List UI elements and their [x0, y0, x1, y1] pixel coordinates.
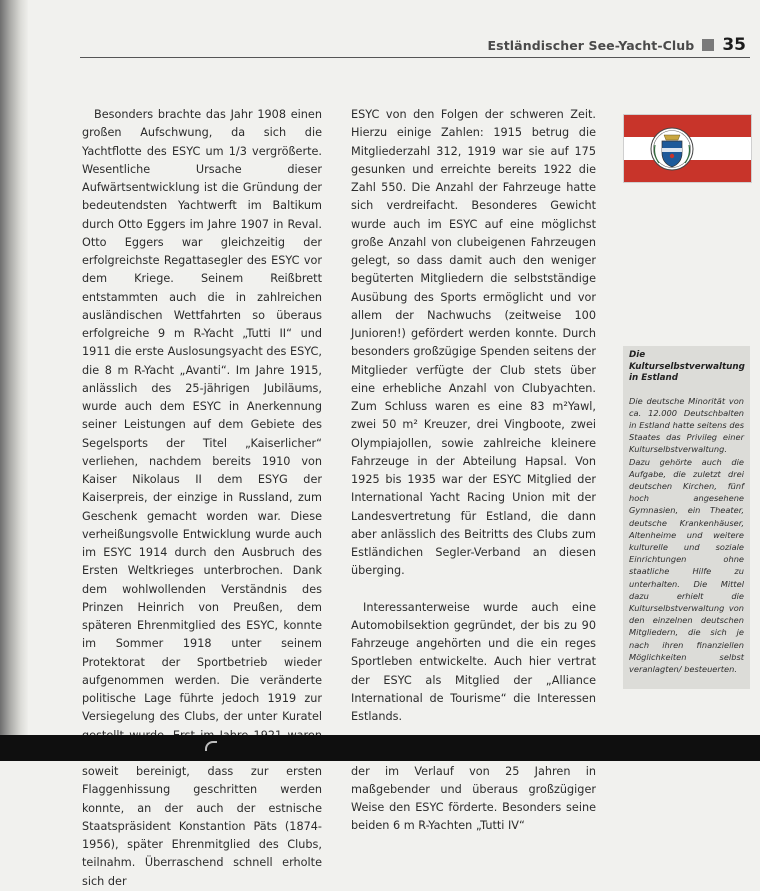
paragraph: der im Verlauf von 25 Jahren in maßgebender und überaus großzügiger Weise den ESYC förderte. Besonders seine beiden 6 m R-Yachten „Tutti IV“: [351, 764, 596, 833]
header-rule: [80, 57, 750, 58]
page-number: 35: [722, 35, 746, 55]
text-column-right: [351, 106, 596, 836]
header-square-icon: [702, 39, 714, 51]
club-flag: [623, 114, 752, 183]
sidebar-box: [623, 346, 750, 689]
paragraph: Besonders brachte das Jahr 1908 einen großen Aufschwung, da sich die Yachtflotte des ESYC um 1/3 vergrößerte. Wesentliche Ursache dieser Aufwärtsentwicklung ist die Gründung der bedeutendsten Yachtwerft im Baltikum durch Otto Eggers im Jahre 1907 in Reval. Otto Eggers war gleichzeitig der erfolgreichste Regattasegler des ESYC vor dem Kriege. Seinem Reißbrett entstammten auch die in zahlreichen ausländischen Wettfahrten so überaus erfolgreiche 9 m R-Yacht „Tutti II“ und 1911 die erste Auslosungsyacht des ESYC, die 8 m R-Yacht „Avanti“. Im Jahre 1915, anlässlich des 25-jährigen Jubiläums, wurde auch dem ESYC in Anerkennung seiner Leistungen auf dem Gebiete des Segelsports der Titel „Kaiserlicher“ verliehen, nachdem bereits 1910 von Kaiser Nikolaus II dem ESYG der Kaiserpreis, der einzige in Russland, zum Geschenk gemacht worden war. Diese verheißungsvolle Entwicklung wurde auch im ESYC 1914 durch den Ausbruch des Ersten Weltkrieges unterbrochen. Dank dem wohlwollenden Verständnis des Prinzen Heinrich von Preußen, dem späteren Ehrenmitglied des ESYC, konnte im Sommer 1918 unter seinem Protektorat der Sportbetrieb wieder aufgenommen werden. Die veränderte politische Lage führte jedoch 1919 zur Versiegelung des Clubs, der unter Kuratel soweit bereinigt, dass zur ersten Flaggenhissung geschritten werden konnte, an der auch der estnische Staatspräsident Konstantion Päts (1874-1956), später Ehrenmitglied des Clubs, teilnahm. Überraschend schnell erholte sich der: [82, 108, 322, 888]
paragraph: ESYC von den Folgen der schweren Zeit. Hierzu einige Zahlen: 1915 betrug die Mitgliederzahl 312, 1919 war sie auf 175 gesunken und erreichte bereits 1922 die Zahl 550. Die Anzahl der Fahrzeuge hatte sich verdreifacht. Besonderes Gewicht wurde auch im ESYC auf eine möglichst große Anzahl von clubeigenen Fahrzeugen gelegt, so dass damit auch den weniger begüterten Mitgliedern die selbstständige Ausübung des Sports ermöglicht und vor allem der Nachwuchs (zeitweise 100 Junioren!) gefördert werden konnte. Durch besonders großzügige Spenden seitens der Mitglieder verfügte der Club stets über eine erhebliche Anzahl von Clubyachten. Zum Schluss waren es eine 83 m²Yawl, zwei 50 m² Kreuzer, drei Vingboote, zwei Olympiajollen, sowie zahlreiche kleinere Fahrzeuge in der Abteilung Hapsal. Von 1925 bis 1935 war der ESYC Mitglied der International Yacht Racing Union mit der Landesvertretung für Estland, die dann aber anlässlich des Beitritts des Clubs zum Estländichen Segler-Verband an diesen überging.: [351, 108, 596, 578]
running-header: [488, 33, 746, 57]
club-crest-icon: [624, 115, 751, 182]
book-spine-shadow: [0, 0, 28, 735]
running-title: Estländischer See-Yacht-Club: [487, 37, 695, 53]
scan-bottom-band: [0, 735, 760, 761]
sidebar-title: Die Kulturselbstverwaltung in Estland: [629, 350, 745, 383]
sidebar-text: Die deutsche Minorität von ca. 12.000 Deutschbalten in Estland hatte seitens des Staates das Privileg einer Kulturselbstverwaltung. Dazu gehörte auch die Aufgabe, die zuletzt drei deutschen Kirchen, fünf hoch angesehene Gymnasien, ein Theater, deutsche Krankenhäuser, Altenheime und weitere kulturelle und soziale Einrichtungen ohne staatliche Hilfe zu unterhalten. Die Mittel dazu erhielt die Kulturselbstverwaltung von den einzelnen deutschen Mitgliedern, die sich je nach ihren finanziellen Möglichkeiten selbst veranlagten/ besteuerten.: [629, 395, 744, 674]
text-column-left: [82, 106, 322, 891]
scan-mark-icon: [205, 741, 217, 751]
paragraph: Interessanterweise wurde auch eine Automobilsektion gegründet, der bis zu 90 Fahrzeuge angehörten und die ein reges Sportleben entwickelte. Auch hier vertrat der ESYC als Mitglied der „Alliance International de Tourisme“ die Interessen Estlands.: [351, 600, 596, 723]
